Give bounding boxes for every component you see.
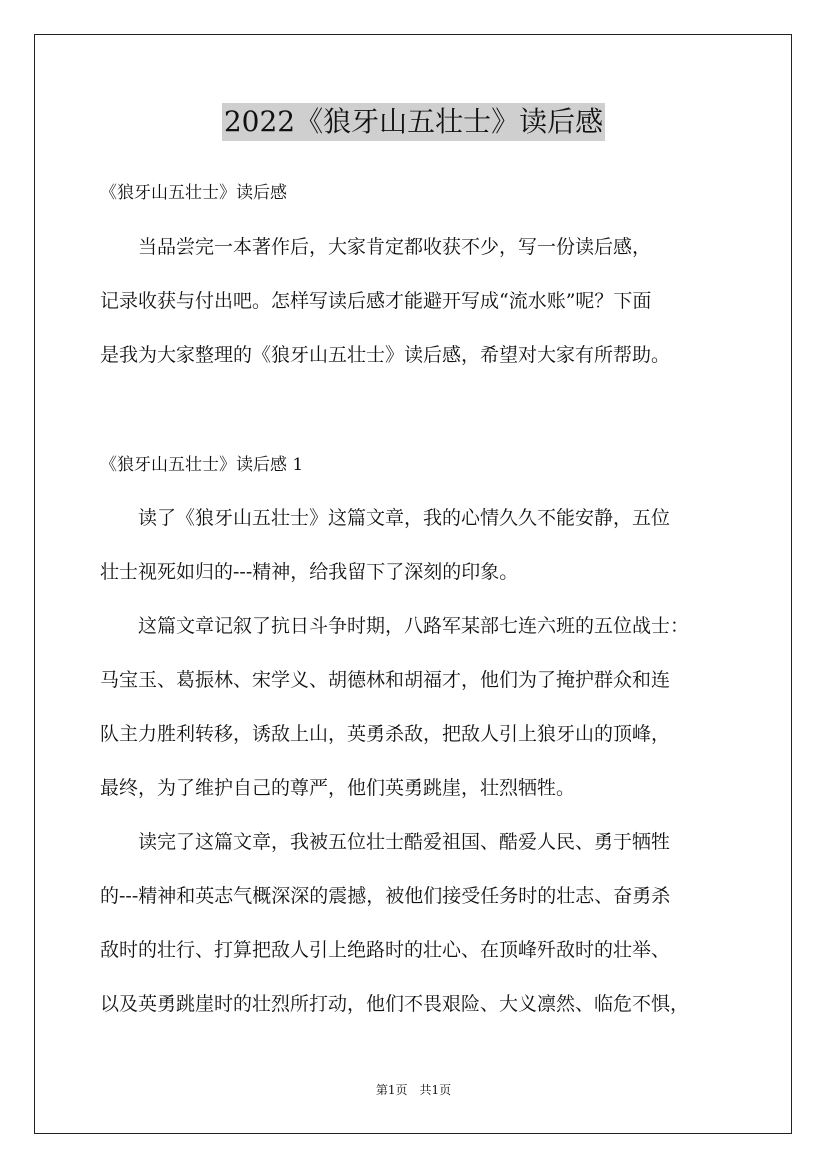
document-title: 2022《狼牙山五壮士》读后感 bbox=[222, 103, 605, 141]
section-heading: 《狼牙山五壮士》读后感 1 bbox=[100, 455, 304, 475]
paragraph-line: 最终，为了维护自己的尊严，他们英勇跳崖，壮烈牺牲。 bbox=[100, 777, 576, 799]
document-subtitle: 《狼牙山五壮士》读后感 bbox=[100, 183, 287, 203]
intro-paragraph bbox=[100, 220, 745, 382]
paragraph-line: 的---精神和英志气概深深的震撼，被他们接受任务时的壮志、奋勇杀 bbox=[100, 885, 671, 907]
paragraph-line: 队主力胜利转移，诱敌上山，英勇杀敌，把敌人引上狼牙山的顶峰， bbox=[100, 723, 671, 745]
page-footer: 第1页 共1页 bbox=[375, 1083, 452, 1097]
intro-line: 当品尝完一本著作后，大家肯定都收获不少，写一份读后感， bbox=[100, 236, 652, 258]
paragraph-line: 壮士视死如归的---精神，给我留下了深刻的印象。 bbox=[100, 561, 519, 583]
intro-line: 是我为大家整理的《狼牙山五壮士》读后感，希望对大家有所帮助。 bbox=[100, 344, 671, 366]
paragraph-3 bbox=[100, 815, 745, 1031]
paragraph-line: 读了《狼牙山五壮士》这篇文章，我的心情久久不能安静，五位 bbox=[100, 507, 671, 529]
title-container bbox=[0, 103, 827, 141]
paragraph-line: 马宝玉、葛振林、宋学义、胡德林和胡福才，他们为了掩护群众和连 bbox=[100, 669, 671, 691]
paragraph-line: 这篇文章记叙了抗日斗争时期，八路军某部七连六班的五位战士： bbox=[100, 615, 690, 637]
paragraph-line: 读完了这篇文章，我被五位壮士酷爱祖国、酷爱人民、勇于牺牲 bbox=[100, 831, 671, 853]
paragraph-line: 敌时的壮行、打算把敌人引上绝路时的壮心、在顶峰歼敌时的壮举、 bbox=[100, 939, 671, 961]
paragraph-1 bbox=[100, 491, 745, 599]
paragraph-2 bbox=[100, 599, 745, 815]
paragraph-line: 以及英勇跳崖时的壮烈所打动，他们不畏艰险、大义凛然、临危不惧， bbox=[100, 993, 690, 1015]
intro-line: 记录收获与付出吧。怎样写读后感才能避开写成“流水账”呢？下面 bbox=[100, 290, 652, 312]
